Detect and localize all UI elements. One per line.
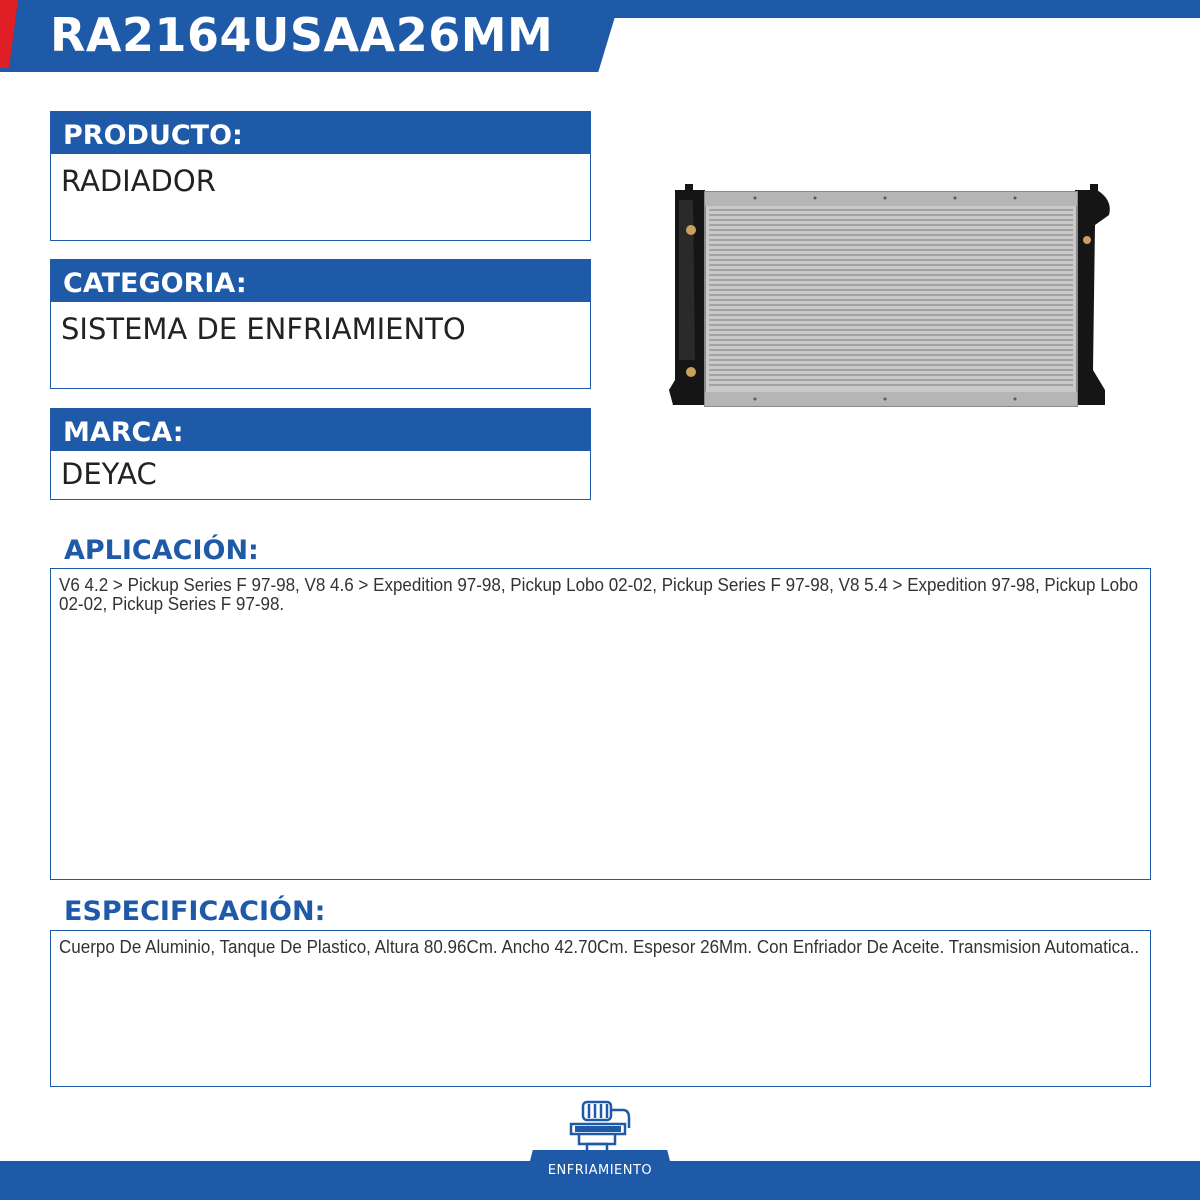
aplicacion-box bbox=[50, 568, 1151, 880]
aplicacion-label: APLICACIÓN: bbox=[64, 535, 259, 566]
producto-label: PRODUCTO: bbox=[51, 112, 590, 156]
product-code-title: RA2164USAA26MM bbox=[50, 8, 554, 62]
categoria-box bbox=[50, 259, 591, 389]
producto-box bbox=[50, 111, 591, 241]
marca-label: MARCA: bbox=[51, 409, 590, 453]
especificacion-text: Cuerpo De Aluminio, Tanque De Plastico, Altura 80.96Cm. Ancho 42.70Cm. Espesor 26Mm. Con Enfriador De Aceite. Transmision Automatica.. bbox=[59, 936, 1140, 957]
marca-value: DEYAC bbox=[61, 457, 157, 491]
radiator-fan-icon bbox=[565, 1098, 637, 1156]
footer-label: ENFRIAMIENTO bbox=[547, 1163, 653, 1178]
categoria-label: CATEGORIA: bbox=[51, 260, 590, 304]
especificacion-box bbox=[50, 930, 1151, 1087]
categoria-value: SISTEMA DE ENFRIAMIENTO bbox=[61, 312, 466, 346]
radiator-image bbox=[665, 180, 1115, 415]
marca-box bbox=[50, 408, 591, 500]
especificacion-label: ESPECIFICACIÓN: bbox=[64, 896, 326, 927]
aplicacion-text: V6 4.2 > Pickup Series F 97-98, V8 4.6 > Expedition 97-98, Pickup Lobo 02-02, Pickup Series F 97-98, V8 5.4 > Expedition 97-98, Pickup Lobo 02-02, Pickup Series F 97-98. bbox=[59, 574, 1139, 614]
producto-value: RADIADOR bbox=[61, 164, 216, 198]
